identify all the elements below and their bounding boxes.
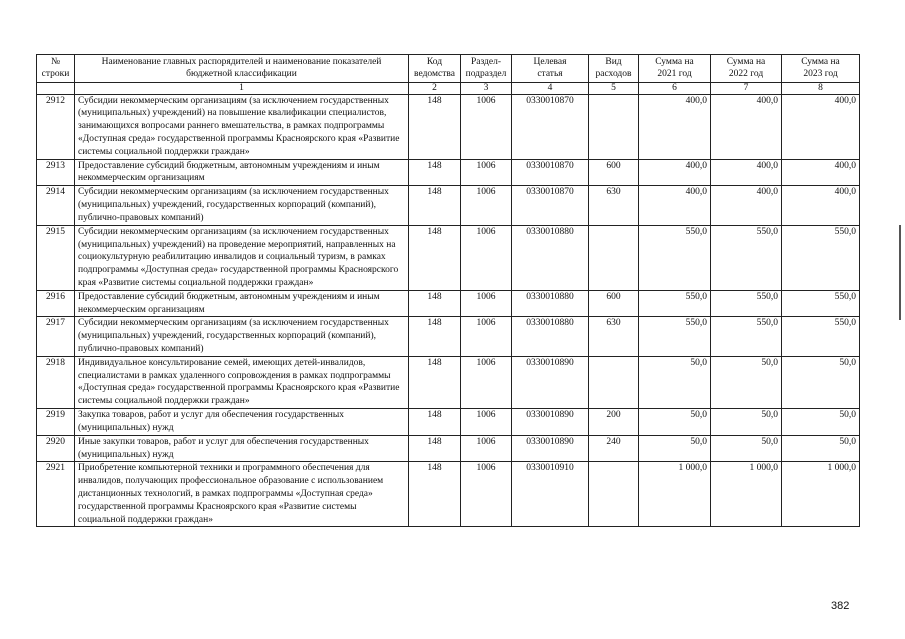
sum-2021-cell: 550,0 <box>639 317 711 356</box>
row-number-cell: 2912 <box>37 94 75 159</box>
header-section: Раздел- подраздел <box>461 55 512 83</box>
row-name-cell: Субсидии некоммерческим организациям (за исключением государственных (муниципальных) учреждений) на проведение мероприятий, направленных на социокультурную реабилитацию инвалидов и социальный туризм, в рамках подпрограммы «Доступная среда» государственной программы Красноярского края «Развитие системы социальной поддержки граждан» <box>75 225 409 290</box>
table-row <box>37 356 860 408</box>
table-row <box>37 159 860 186</box>
department-code-cell: 148 <box>409 159 461 186</box>
expense-type-cell: 600 <box>589 159 639 186</box>
column-number: 3 <box>461 82 512 94</box>
sum-2022-cell: 50,0 <box>711 356 782 408</box>
sum-2023-cell: 550,0 <box>782 225 860 290</box>
expense-type-cell: 600 <box>589 290 639 317</box>
row-number-cell: 2916 <box>37 290 75 317</box>
sum-2023-cell: 400,0 <box>782 159 860 186</box>
sum-2023-cell: 400,0 <box>782 94 860 159</box>
sum-2022-cell: 550,0 <box>711 225 782 290</box>
row-name-cell: Приобретение компьютерной техники и программного обеспечения для инвалидов, получающих профессиональное образование с использованием дистанционных технологий, в рамках подпрограммы «Доступная среда» государственной программы Красноярского края «Развитие системы социальной поддержки граждан» <box>75 462 409 527</box>
row-name-cell: Иные закупки товаров, работ и услуг для обеспечения государственных (муниципальных) нужд <box>75 435 409 462</box>
department-code-cell: 148 <box>409 462 461 527</box>
table-row <box>37 435 860 462</box>
sum-2021-cell: 1 000,0 <box>639 462 711 527</box>
scan-edge-mark <box>899 225 901 320</box>
target-article-cell: 0330010910 <box>512 462 589 527</box>
column-number: 6 <box>639 82 711 94</box>
target-article-cell: 0330010870 <box>512 94 589 159</box>
table-row <box>37 94 860 159</box>
row-number-cell: 2914 <box>37 186 75 225</box>
header-sum-2021: Сумма на 2021 год <box>639 55 711 83</box>
sum-2022-cell: 1 000,0 <box>711 462 782 527</box>
section-cell: 1006 <box>461 409 512 436</box>
department-code-cell: 148 <box>409 225 461 290</box>
target-article-cell: 0330010870 <box>512 186 589 225</box>
section-cell: 1006 <box>461 462 512 527</box>
section-cell: 1006 <box>461 225 512 290</box>
sum-2021-cell: 550,0 <box>639 225 711 290</box>
table-body <box>37 94 860 527</box>
header-row <box>37 55 860 83</box>
target-article-cell: 0330010880 <box>512 290 589 317</box>
sum-2023-cell: 50,0 <box>782 409 860 436</box>
table-row <box>37 225 860 290</box>
sum-2023-cell: 1 000,0 <box>782 462 860 527</box>
table-row <box>37 317 860 356</box>
row-number-cell: 2917 <box>37 317 75 356</box>
header-row-number: № строки <box>37 55 75 83</box>
sum-2022-cell: 400,0 <box>711 159 782 186</box>
section-cell: 1006 <box>461 94 512 159</box>
row-name-cell: Предоставление субсидий бюджетным, автономным учреждениям и иным некоммерческим организациям <box>75 159 409 186</box>
row-name-cell: Субсидии некоммерческим организациям (за исключением государственных (муниципальных) учреждений, государственных корпораций (компаний), публично-правовых компаний) <box>75 317 409 356</box>
row-name-cell: Закупка товаров, работ и услуг для обеспечения государственных (муниципальных) нужд <box>75 409 409 436</box>
expense-type-cell <box>589 462 639 527</box>
page-number: 382 <box>831 600 850 612</box>
row-name-cell: Индивидуальное консультирование семей, имеющих детей-инвалидов, специалистами в рамках удаленного сопровождения в рамках подпрограммы «Доступная среда» государственной программы Красноярского края «Развитие системы социальной поддержки граждан» <box>75 356 409 408</box>
budget-table <box>36 54 860 527</box>
department-code-cell: 148 <box>409 317 461 356</box>
sum-2021-cell: 400,0 <box>639 186 711 225</box>
row-name-cell: Предоставление субсидий бюджетным, автономным учреждениям и иным некоммерческим организациям <box>75 290 409 317</box>
section-cell: 1006 <box>461 159 512 186</box>
section-cell: 1006 <box>461 317 512 356</box>
sum-2022-cell: 400,0 <box>711 186 782 225</box>
table-row <box>37 462 860 527</box>
target-article-cell: 0330010890 <box>512 435 589 462</box>
target-article-cell: 0330010890 <box>512 409 589 436</box>
department-code-cell: 148 <box>409 186 461 225</box>
header-expense-type: Вид расходов <box>589 55 639 83</box>
target-article-cell: 0330010890 <box>512 356 589 408</box>
section-cell: 1006 <box>461 435 512 462</box>
column-number: 4 <box>512 82 589 94</box>
header-sum-2023: Сумма на 2023 год <box>782 55 860 83</box>
header-department-code: Код ведомства <box>409 55 461 83</box>
sum-2023-cell: 50,0 <box>782 435 860 462</box>
row-name-cell: Субсидии некоммерческим организациям (за исключением государственных (муниципальных) учреждений) на повышение квалификации специалистов, занимающихся вопросами раннего вмешательства, в рамках подпрограммы «Доступная среда» государственной программы Красноярского края «Развитие системы социальной поддержки граждан» <box>75 94 409 159</box>
expense-type-cell: 200 <box>589 409 639 436</box>
row-number-cell: 2920 <box>37 435 75 462</box>
column-number-row <box>37 82 860 94</box>
sum-2021-cell: 50,0 <box>639 356 711 408</box>
row-name-cell: Субсидии некоммерческим организациям (за исключением государственных (муниципальных) учреждений, государственных корпораций (компаний), публично-правовых компаний) <box>75 186 409 225</box>
sum-2022-cell: 50,0 <box>711 435 782 462</box>
target-article-cell: 0330010870 <box>512 159 589 186</box>
expense-type-cell: 240 <box>589 435 639 462</box>
section-cell: 1006 <box>461 356 512 408</box>
expense-type-cell <box>589 94 639 159</box>
sum-2021-cell: 50,0 <box>639 409 711 436</box>
sum-2023-cell: 550,0 <box>782 317 860 356</box>
sum-2021-cell: 50,0 <box>639 435 711 462</box>
column-number: 2 <box>409 82 461 94</box>
header-sum-2022: Сумма на 2022 год <box>711 55 782 83</box>
row-number-cell: 2918 <box>37 356 75 408</box>
expense-type-cell <box>589 225 639 290</box>
row-number-cell: 2921 <box>37 462 75 527</box>
expense-type-cell: 630 <box>589 186 639 225</box>
target-article-cell: 0330010880 <box>512 317 589 356</box>
expense-type-cell <box>589 356 639 408</box>
table-row <box>37 186 860 225</box>
table-row <box>37 290 860 317</box>
sum-2022-cell: 50,0 <box>711 409 782 436</box>
row-number-cell: 2919 <box>37 409 75 436</box>
table-row <box>37 409 860 436</box>
header-name: Наименование главных распорядителей и наименование показателей бюджетной классификации <box>75 55 409 83</box>
column-number <box>37 82 75 94</box>
sum-2022-cell: 400,0 <box>711 94 782 159</box>
sum-2022-cell: 550,0 <box>711 290 782 317</box>
column-number: 1 <box>75 82 409 94</box>
column-number: 5 <box>589 82 639 94</box>
sum-2022-cell: 550,0 <box>711 317 782 356</box>
column-number: 8 <box>782 82 860 94</box>
department-code-cell: 148 <box>409 94 461 159</box>
expense-type-cell: 630 <box>589 317 639 356</box>
sum-2021-cell: 400,0 <box>639 94 711 159</box>
section-cell: 1006 <box>461 290 512 317</box>
department-code-cell: 148 <box>409 435 461 462</box>
sum-2023-cell: 50,0 <box>782 356 860 408</box>
header-target-article: Целевая статья <box>512 55 589 83</box>
target-article-cell: 0330010880 <box>512 225 589 290</box>
row-number-cell: 2915 <box>37 225 75 290</box>
sum-2021-cell: 550,0 <box>639 290 711 317</box>
department-code-cell: 148 <box>409 290 461 317</box>
department-code-cell: 148 <box>409 356 461 408</box>
row-number-cell: 2913 <box>37 159 75 186</box>
sum-2023-cell: 550,0 <box>782 290 860 317</box>
column-number: 7 <box>711 82 782 94</box>
sum-2023-cell: 400,0 <box>782 186 860 225</box>
department-code-cell: 148 <box>409 409 461 436</box>
section-cell: 1006 <box>461 186 512 225</box>
sum-2021-cell: 400,0 <box>639 159 711 186</box>
